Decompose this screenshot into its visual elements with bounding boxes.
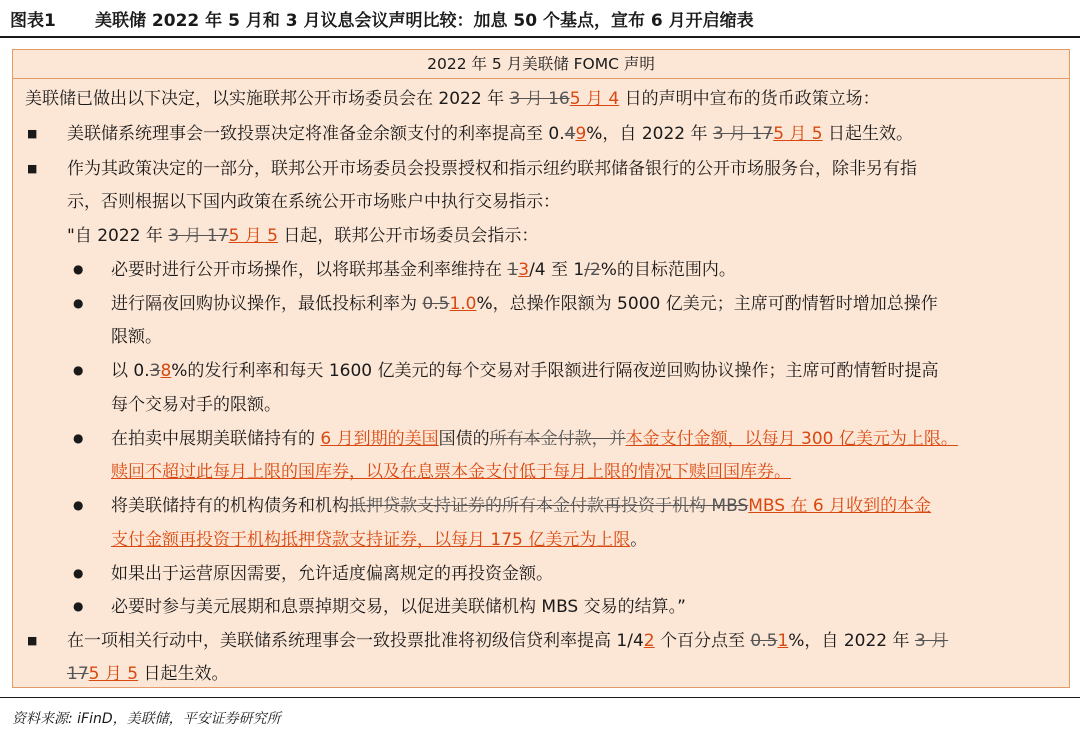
item-3-line-1: 在一项相关行动中，美联储系统理事会一致投票批准将初级信贷利率提高 1/42 个百分点至 0.51%，自 2022 年 3 月 — [67, 631, 949, 651]
sub-item-3-line-2: 每个交易对手的限额。 — [111, 395, 281, 415]
sub-item-2-line-1: 进行隔夜回购协议操作，最低投标利率为 0.51.0%，总操作限额为 5000 亿美元；主席可酌情暂时增加总操作 — [111, 294, 938, 314]
statement-panel — [12, 49, 1070, 688]
panel-heading: 2022 年 5 月美联储 FOMC 声明 — [13, 50, 1069, 79]
sub-item-3-line-1: 以 0.38%的发行利率和每天 1600 亿美元的每个交易对手限额进行隔夜逆回购协议操作；主席可酌情暂时提高 — [111, 361, 939, 381]
dot-bullet-icon: ● — [73, 296, 84, 310]
sub-item-5-line-2: 支付金额再投资于机构抵押贷款支持证券，以每月 175 亿美元为上限。 — [111, 530, 648, 550]
item-1: 美联储系统理事会一致投票决定将准备金余额支付的利率提高至 0.49%，自 2022 年 3 月 175 月 5 日起生效。 — [67, 124, 914, 144]
item-3-line-2: 175 月 5 日起生效。 — [67, 664, 229, 684]
figure-header — [0, 0, 1080, 38]
square-bullet-icon: ■ — [27, 162, 38, 175]
dot-bullet-icon: ● — [73, 599, 84, 613]
dot-bullet-icon: ● — [73, 262, 84, 276]
sub-item-5-line-1: 将美联储持有的机构债务和机构抵押贷款支持证券的所有本金付款再投资于机构 MBSMBS 在 6 月收到的本金 — [111, 496, 932, 516]
dot-bullet-icon: ● — [73, 498, 84, 512]
figure-number: 图表1 — [10, 10, 56, 31]
sub-item-2-line-2: 限额。 — [111, 327, 162, 347]
square-bullet-icon: ■ — [27, 634, 38, 647]
dot-bullet-icon: ● — [73, 431, 84, 445]
dot-bullet-icon: ● — [73, 363, 84, 377]
sub-item-1: 必要时进行公开市场操作，以将联邦基金利率维持在 13/4 至 1/2%的目标范围内。 — [111, 260, 736, 280]
sub-item-6: 如果出于运营原因需要，允许适度偏离规定的再投资金额。 — [111, 564, 553, 584]
dot-bullet-icon: ● — [73, 566, 84, 580]
quote-line: "自 2022 年 3 月 175 月 5 日起，联邦公开市场委员会指示： — [67, 226, 539, 246]
square-bullet-icon: ■ — [27, 127, 38, 140]
figure-title: 美联储 2022 年 5 月和 3 月议息会议声明比较：加息 50 个基点，宣布 6 月开启缩表 — [95, 10, 754, 31]
intro-line: 美联储已做出以下决定，以实施联邦公开市场委员会在 2022 年 3 月 165 月 4 日的声明中宣布的货币政策立场： — [25, 89, 880, 109]
item-2-line-1: 作为其政策决定的一部分，联邦公开市场委员会投票授权和指示纽约联邦储备银行的公开市场服务台，除非另有指 — [67, 159, 917, 179]
sub-item-7: 必要时参与美元展期和息票掉期交易，以促进美联储机构 MBS 交易的结算。” — [111, 597, 686, 617]
sub-item-4-line-1: 在拍卖中展期美联储持有的 6 月到期的美国国债的所有本金付款，并本金支付金额，以每月 300 亿美元为上限。 — [111, 429, 958, 449]
source-note: 资料来源: iFinD，美联储，平安证券研究所 — [0, 697, 1080, 736]
sub-item-4-line-2: 赎回不超过此每月上限的国库券，以及在息票本金支付低于每月上限的情况下赎回国库券。 — [111, 462, 791, 482]
item-2-line-2: 示，否则根据以下国内政策在系统公开市场账户中执行交易指示： — [67, 192, 560, 212]
